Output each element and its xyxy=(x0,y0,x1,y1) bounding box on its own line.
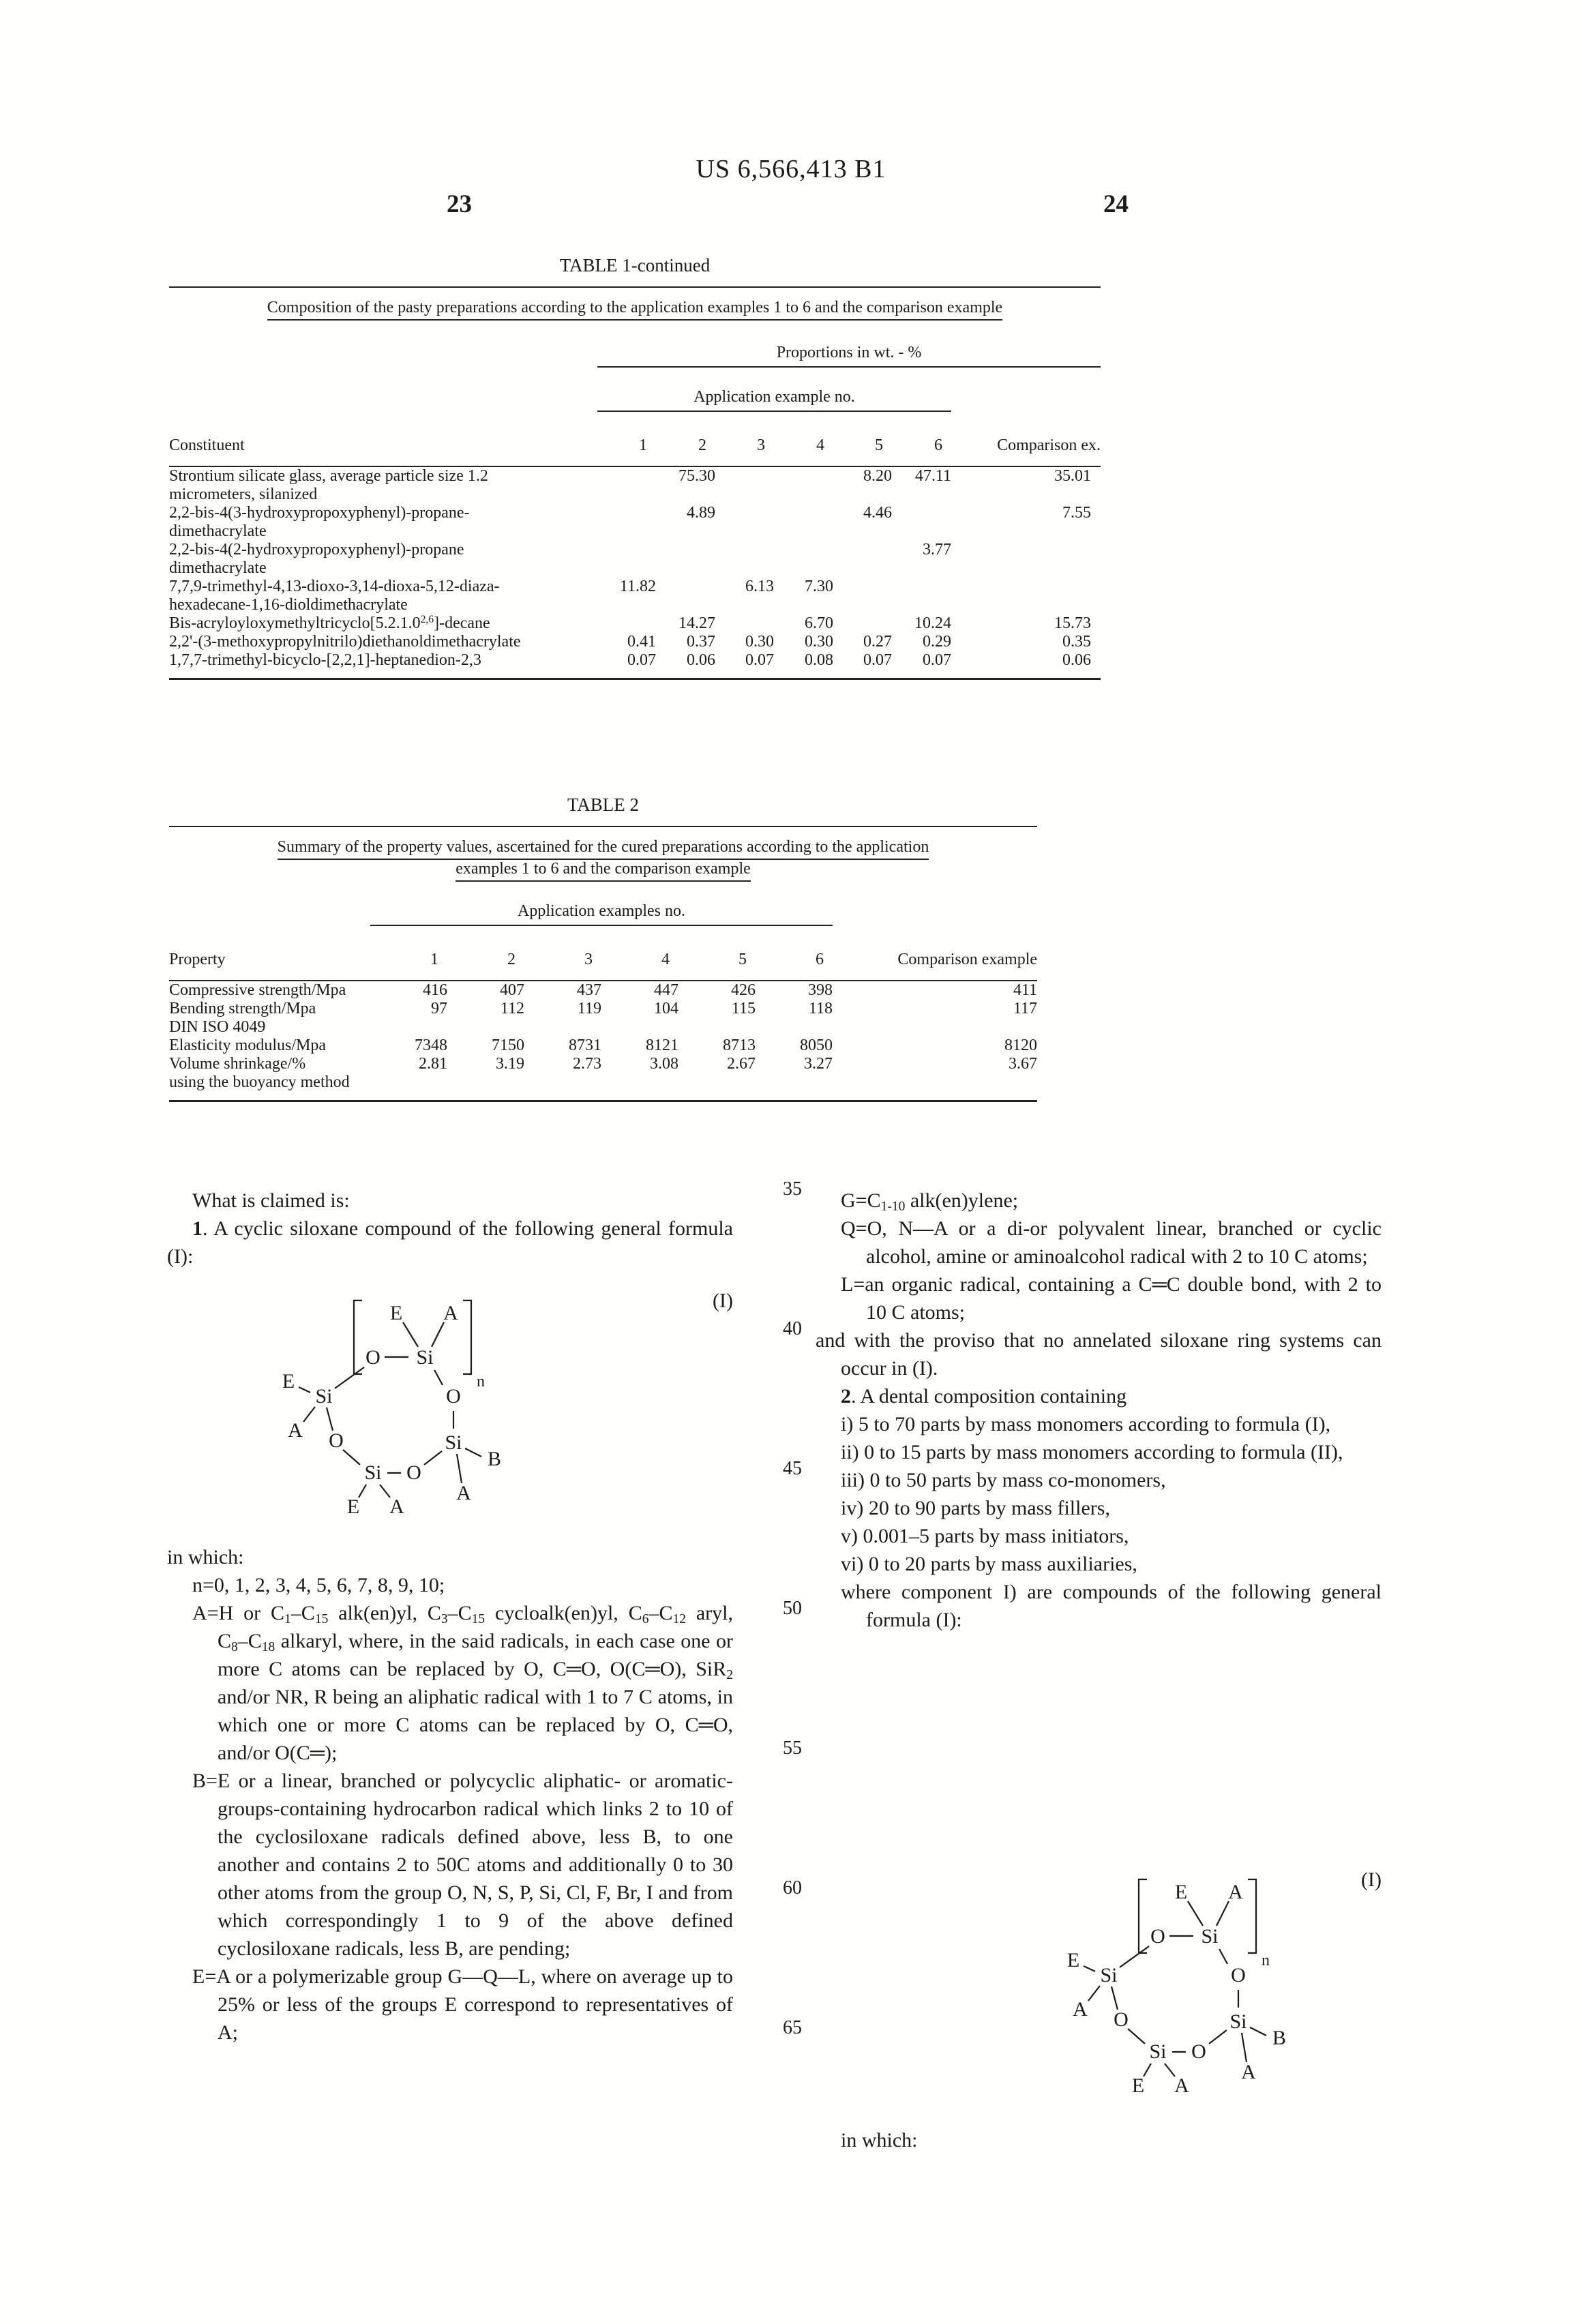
property-name: DIN ISO 4049 xyxy=(169,1018,266,1036)
col-header-4: 4 xyxy=(774,412,833,466)
value-cell: 416 xyxy=(423,981,447,999)
value-cell xyxy=(833,541,892,578)
value-cell xyxy=(447,1073,524,1101)
table-row xyxy=(169,1055,1037,1073)
value-cell: 3.19 xyxy=(496,1055,524,1073)
value-cell-comparison: 3.67 xyxy=(1009,1055,1038,1073)
value-cell: 426 xyxy=(731,981,756,999)
atom-B: B xyxy=(1272,2027,1287,2049)
atom-O: O xyxy=(1150,1925,1165,1948)
col-header-comparison: Comparison example xyxy=(833,926,1037,981)
table1-title: TABLE 1-continued xyxy=(559,255,711,275)
line-number: 35 xyxy=(783,1178,802,1200)
atom-O: O xyxy=(1114,2008,1129,2031)
atom-E: E xyxy=(389,1302,403,1324)
atom-labels xyxy=(1067,1881,1286,2097)
claim-1-text: 1. A cyclic siloxane compound of the following general formula (I): xyxy=(167,1217,733,1268)
value-cell xyxy=(774,504,833,541)
column-number-left: 23 xyxy=(447,190,472,218)
value-cell xyxy=(715,466,774,504)
definition-item: $G=C_{1-10}$ alk(en)ylene; xyxy=(841,1189,1019,1214)
value-cell-comparison xyxy=(833,1073,1037,1101)
value-cell xyxy=(715,541,774,578)
value-cell: 8713 xyxy=(723,1037,756,1054)
formula-1-label: (I) xyxy=(713,1290,733,1312)
table1-unit-header: Proportions in wt. - % xyxy=(597,344,1101,368)
table2-section xyxy=(169,793,1037,1102)
value-cell xyxy=(756,1018,833,1037)
value-cell: 47.11 xyxy=(914,467,951,485)
definition-item: B=E or a linear, branched or polycyclic aliphatic- or aromatic-groups-containing hydrocarbon radical which links 2 to 10 of the cyclosiloxane radicals defined above, less B, to one another and contains 2 to 50C atoms and additionally 0 to 30 other atoms from the group O, N, S, P, Si, Cl, F, Br, I and from which correspondingly 1 to 9 of the above defined cyclosiloxane radicals, less B, are pending; xyxy=(192,1770,733,1960)
value-cell: 398 xyxy=(808,981,833,999)
repeat-bracket-left xyxy=(1139,1879,1147,1953)
atom-A: A xyxy=(1228,1881,1243,1903)
value-cell: 7348 xyxy=(415,1037,447,1054)
property-name: Volume shrinkage/% xyxy=(169,1055,306,1073)
value-cell: 7.30 xyxy=(805,578,833,595)
value-cell xyxy=(597,466,656,504)
table1-column-header-row xyxy=(169,412,1101,466)
atom-A: A xyxy=(1174,2074,1189,2097)
value-cell xyxy=(597,541,656,578)
atom-O: O xyxy=(1231,1964,1246,1986)
table-row xyxy=(169,614,1101,633)
col-header-5: 5 xyxy=(833,412,892,466)
claim1-definitions-continued xyxy=(816,1187,1382,1326)
value-cell xyxy=(715,614,774,633)
table1-body xyxy=(169,466,1101,679)
value-cell-comparison: 8120 xyxy=(1004,1037,1038,1054)
atom-Si: Si xyxy=(1201,1925,1219,1948)
table-row xyxy=(169,541,1101,578)
line-number: 45 xyxy=(783,1458,802,1479)
atom-A: A xyxy=(288,1419,303,1442)
claim2-item: ii) 0 to 15 parts by mass monomers according to formula (II), xyxy=(841,1441,1343,1463)
in-which-left: in which: xyxy=(167,1546,244,1568)
table1-caption-text: Composition of the pasty preparations according to the application examples 1 to 6 and the comparison example xyxy=(267,299,1002,321)
col-header-2: 2 xyxy=(656,412,715,466)
value-cell: 10.24 xyxy=(914,614,951,632)
patent-number: US 6,566,413 B1 xyxy=(696,155,886,183)
value-cell: 0.07 xyxy=(863,651,892,669)
value-cell: 115 xyxy=(731,1000,756,1017)
table-row xyxy=(169,1037,1037,1055)
definition-item: E=A or a polymerizable group G—Q—L, where on average up to 25% or less of the groups E correspond to representatives of A; xyxy=(192,1965,733,2044)
repeat-bracket-right xyxy=(463,1300,471,1374)
atom-Si: Si xyxy=(364,1461,382,1484)
table-row xyxy=(169,651,1101,679)
value-cell xyxy=(892,504,951,541)
formula-2 xyxy=(816,1866,1382,2106)
spacer-cell xyxy=(169,368,597,412)
value-cell: 14.27 xyxy=(678,614,715,632)
atom-Si: Si xyxy=(1229,2010,1247,2033)
atom-O: O xyxy=(406,1461,421,1484)
atom-O: O xyxy=(446,1385,461,1407)
value-cell: 3.08 xyxy=(650,1055,678,1073)
col-header-3: 3 xyxy=(715,412,774,466)
atom-E: E xyxy=(1066,1949,1080,1971)
value-cell: 0.30 xyxy=(805,633,833,651)
value-cell-comparison: 0.06 xyxy=(1062,651,1092,669)
col-header-5: 5 xyxy=(678,926,756,981)
value-cell-comparison xyxy=(951,578,1101,614)
constituent-name: 2,2-bis-4(2-hydroxypropoxyphenyl)-propane dimethacrylate xyxy=(169,541,464,577)
value-cell: 119 xyxy=(577,1000,601,1017)
claim1-definitions xyxy=(167,1571,733,2046)
value-cell: 8731 xyxy=(569,1037,601,1054)
repeat-bracket-right xyxy=(1248,1879,1256,1953)
atom-Si: Si xyxy=(1100,1964,1118,1986)
table1-group-header-row xyxy=(169,368,1101,412)
value-cell: 6.13 xyxy=(745,578,774,595)
spacer-cell xyxy=(169,321,597,368)
claim-2-text: 2. A dental composition containing xyxy=(841,1385,1127,1407)
constituent-name: 2,2'-(3-methoxypropylnitrilo)diethanoldimethacrylate xyxy=(169,633,521,651)
table1-section xyxy=(169,254,1101,680)
atom-Si: Si xyxy=(315,1385,333,1407)
table1 xyxy=(169,321,1101,680)
table-row xyxy=(169,1018,1037,1037)
claim2-item: iv) 20 to 90 parts by mass fillers, xyxy=(841,1497,1110,1519)
col-header-constituent: Constituent xyxy=(169,412,597,466)
col-header-2: 2 xyxy=(447,926,524,981)
line-number-gutter xyxy=(773,1178,811,2157)
line-number: 60 xyxy=(783,1877,802,1898)
repeat-index-n: n xyxy=(1262,1952,1270,1969)
table-row xyxy=(169,466,1101,504)
line-number: 55 xyxy=(783,1738,802,1759)
constituent-name: Bis-acryloyloxymethyltricyclo[5.2.1.0$^{2,6}$]-decane xyxy=(169,614,490,632)
value-cell xyxy=(524,1018,601,1037)
value-cell: 2.81 xyxy=(419,1055,447,1073)
value-cell: 4.89 xyxy=(687,504,715,522)
atom-A: A xyxy=(1073,1998,1088,2021)
value-cell xyxy=(833,578,892,614)
value-cell-comparison: 35.01 xyxy=(1054,467,1092,485)
proviso-text: and with the proviso that no annelated siloxane ring systems can occur in (I). xyxy=(816,1329,1382,1380)
atom-E: E xyxy=(1131,2074,1145,2097)
value-cell: 447 xyxy=(654,981,678,999)
value-cell: 2.73 xyxy=(573,1055,601,1073)
cyclosiloxane-structure-diagram xyxy=(263,1287,535,1522)
table-row xyxy=(169,578,1101,614)
value-cell: 0.37 xyxy=(687,633,715,651)
table2-caption xyxy=(169,827,1037,882)
in-which-right: in which: xyxy=(841,2129,918,2151)
property-name: Elasticity modulus/Mpa xyxy=(169,1037,326,1054)
table-row xyxy=(169,1073,1037,1101)
claim2-item: v) 0.001–5 parts by mass initiators, xyxy=(841,1525,1129,1547)
definition-item: n=0, 1, 2, 3, 4, 5, 6, 7, 8, 9, 10; xyxy=(192,1574,445,1596)
value-cell: 8.20 xyxy=(863,467,892,485)
col-header-property: Property xyxy=(169,926,370,981)
table2-column-header-row xyxy=(169,926,1037,981)
table1-caption xyxy=(169,288,1101,321)
cyclosiloxane-structure-diagram xyxy=(1047,1866,1320,2101)
value-cell xyxy=(774,541,833,578)
spacer-cell xyxy=(833,882,1037,926)
table2-caption-line2: examples 1 to 6 and the comparison example xyxy=(456,860,751,882)
value-cell: 4.46 xyxy=(863,504,892,522)
line-number: 40 xyxy=(783,1318,802,1339)
value-cell: 8121 xyxy=(646,1037,678,1054)
value-cell: 0.07 xyxy=(923,651,951,669)
col-header-4: 4 xyxy=(601,926,678,981)
atom-Si: Si xyxy=(1149,2040,1167,2063)
value-cell: 437 xyxy=(577,981,601,999)
value-cell: 0.06 xyxy=(687,651,715,669)
value-cell xyxy=(715,504,774,541)
value-cell xyxy=(601,1073,678,1101)
constituent-name: 1,7,7-trimethyl-bicyclo-[2,2,1]-heptanedion-2,3 xyxy=(169,651,481,669)
atom-A: A xyxy=(1241,2061,1256,2083)
value-cell: 0.41 xyxy=(627,633,656,651)
value-cell xyxy=(370,1073,447,1101)
value-cell xyxy=(892,578,951,614)
claims-left-column xyxy=(167,1187,733,2046)
definition-item: A=H or $C_1-C_{15}$ alk(en)yl, $C_3-C_{15}$ cycloalk(en)yl, $C_6-C_{12}$ aryl, $C_8-C_{18}$ alkaryl, where, in the said radicals, in each case one or more C atoms can be replaced by O, C═O, O(C═O), SiR$_2$ and/or NR, R being an aliphatic radical with 1 to 7 C atoms, in which one or more C atoms can be replaced by O, C═O, and/or O(C═); xyxy=(192,1602,734,1764)
table2-group-header: Application examples no. xyxy=(370,902,833,926)
value-cell xyxy=(678,1073,756,1101)
formula-1 xyxy=(167,1287,733,1527)
atom-E: E xyxy=(282,1370,295,1392)
value-cell: 0.08 xyxy=(805,651,833,669)
table1-group-header: Application example no. xyxy=(597,388,951,412)
table-row xyxy=(169,1000,1037,1018)
value-cell-comparison xyxy=(951,541,1101,578)
table2-body xyxy=(169,981,1037,1101)
col-header-1: 1 xyxy=(597,412,656,466)
claims-right-column xyxy=(816,1187,1382,2154)
table2-caption-line1: Summary of the property values, ascertained for the cured preparations according to the application xyxy=(278,838,929,860)
value-cell xyxy=(656,541,715,578)
claim2-item: i) 5 to 70 parts by mass monomers according to formula (I), xyxy=(841,1413,1331,1435)
col-header-comparison: Comparison ex. xyxy=(951,412,1101,466)
group-header-cell xyxy=(597,368,951,412)
line-number: 50 xyxy=(783,1598,802,1619)
property-name: Compressive strength/Mpa xyxy=(169,981,346,999)
col-header-3: 3 xyxy=(524,926,601,981)
definition-item: L=an organic radical, containing a C═C double bond, with 2 to 10 C atoms; xyxy=(841,1273,1382,1324)
atom-A: A xyxy=(389,1495,404,1518)
atom-A: A xyxy=(443,1302,458,1324)
column-number-right: 24 xyxy=(1103,190,1129,218)
atom-O: O xyxy=(329,1429,344,1452)
value-cell: 8050 xyxy=(800,1037,833,1054)
constituent-name: 2,2-bis-4(3-hydroxypropoxyphenyl)-propane- dimethacrylate xyxy=(169,504,470,540)
table2-group-header-row xyxy=(169,882,1037,926)
value-cell xyxy=(597,614,656,633)
value-cell xyxy=(774,466,833,504)
group-header-cell xyxy=(370,882,833,926)
value-cell xyxy=(597,504,656,541)
spacer-cell xyxy=(951,368,1101,412)
constituent-name: 7,7,9-trimethyl-4,13-dioxo-3,14-dioxa-5,12-diaza- hexadecane-1,16-dioldimethacrylate xyxy=(169,578,500,614)
claim2-item: iii) 0 to 50 parts by mass co-monomers, xyxy=(841,1469,1166,1491)
unit-header-cell xyxy=(597,321,1101,368)
value-cell-comparison xyxy=(833,1018,1037,1037)
atom-Si: Si xyxy=(445,1431,462,1454)
value-cell: 97 xyxy=(431,1000,447,1017)
value-cell xyxy=(656,578,715,614)
value-cell: 75.30 xyxy=(678,467,715,485)
value-cell-comparison: 117 xyxy=(1013,1000,1038,1017)
col-header-6: 6 xyxy=(892,412,951,466)
claims-intro: What is claimed is: xyxy=(192,1189,350,1212)
definition-item: Q=O, N—A or a di-or polyvalent linear, branched or cyclic alcohol, amine or aminoalcohol radical with 2 to 10 C atoms; xyxy=(841,1217,1382,1268)
value-cell: 2.67 xyxy=(727,1055,756,1073)
table2-title: TABLE 2 xyxy=(567,794,640,815)
table-row xyxy=(169,633,1101,651)
table2 xyxy=(169,882,1037,1102)
claim2-item: vi) 0 to 20 parts by mass auxiliaries, xyxy=(841,1553,1137,1575)
constituent-name: Strontium silicate glass, average particle size 1.2 micrometers, silanized xyxy=(169,467,488,503)
atom-labels xyxy=(282,1302,501,1518)
value-cell-comparison: 7.55 xyxy=(1062,504,1092,522)
claim2-item: where component I) are compounds of the following general formula (I): xyxy=(841,1581,1382,1631)
spacer-cell xyxy=(169,882,370,926)
atom-O: O xyxy=(1191,2040,1206,2063)
value-cell: 0.30 xyxy=(745,633,774,651)
value-cell: 7150 xyxy=(492,1037,524,1054)
value-cell xyxy=(678,1018,756,1037)
value-cell: 407 xyxy=(500,981,524,999)
value-cell: 0.07 xyxy=(745,651,774,669)
value-cell xyxy=(447,1018,524,1037)
value-cell xyxy=(833,614,892,633)
value-cell xyxy=(524,1073,601,1101)
atom-Si: Si xyxy=(416,1346,434,1369)
value-cell: 0.29 xyxy=(923,633,951,651)
formula-2-label: (I) xyxy=(1361,1868,1382,1891)
property-name: using the buoyancy method xyxy=(169,1073,350,1091)
table-row xyxy=(169,981,1037,1000)
col-header-1: 1 xyxy=(370,926,447,981)
value-cell-comparison: 0.35 xyxy=(1062,633,1092,651)
value-cell-comparison: 411 xyxy=(1013,981,1038,999)
value-cell xyxy=(756,1073,833,1101)
value-cell: 0.27 xyxy=(863,633,892,651)
value-cell: 118 xyxy=(808,1000,833,1017)
value-cell xyxy=(601,1018,678,1037)
repeat-index-n: n xyxy=(477,1373,485,1390)
atom-E: E xyxy=(346,1495,360,1518)
value-cell: 11.82 xyxy=(619,578,656,595)
value-cell: 6.70 xyxy=(805,614,833,632)
value-cell: 3.77 xyxy=(923,541,951,558)
value-cell: 112 xyxy=(500,1000,524,1017)
value-cell: 3.27 xyxy=(804,1055,833,1073)
atom-E: E xyxy=(1174,1881,1188,1903)
repeat-bracket-left xyxy=(354,1300,362,1374)
value-cell xyxy=(370,1018,447,1037)
table-row xyxy=(169,504,1101,541)
value-cell-comparison: 15.73 xyxy=(1054,614,1092,632)
property-name: Bending strength/Mpa xyxy=(169,1000,316,1017)
value-cell: 104 xyxy=(654,1000,678,1017)
atom-B: B xyxy=(487,1448,502,1470)
atom-O: O xyxy=(365,1346,380,1369)
col-header-6: 6 xyxy=(756,926,833,981)
claim2-items xyxy=(816,1410,1382,1634)
atom-A: A xyxy=(456,1482,471,1504)
table1-unit-header-row xyxy=(169,321,1101,368)
line-number: 65 xyxy=(783,2017,802,2038)
value-cell: 0.07 xyxy=(627,651,656,669)
